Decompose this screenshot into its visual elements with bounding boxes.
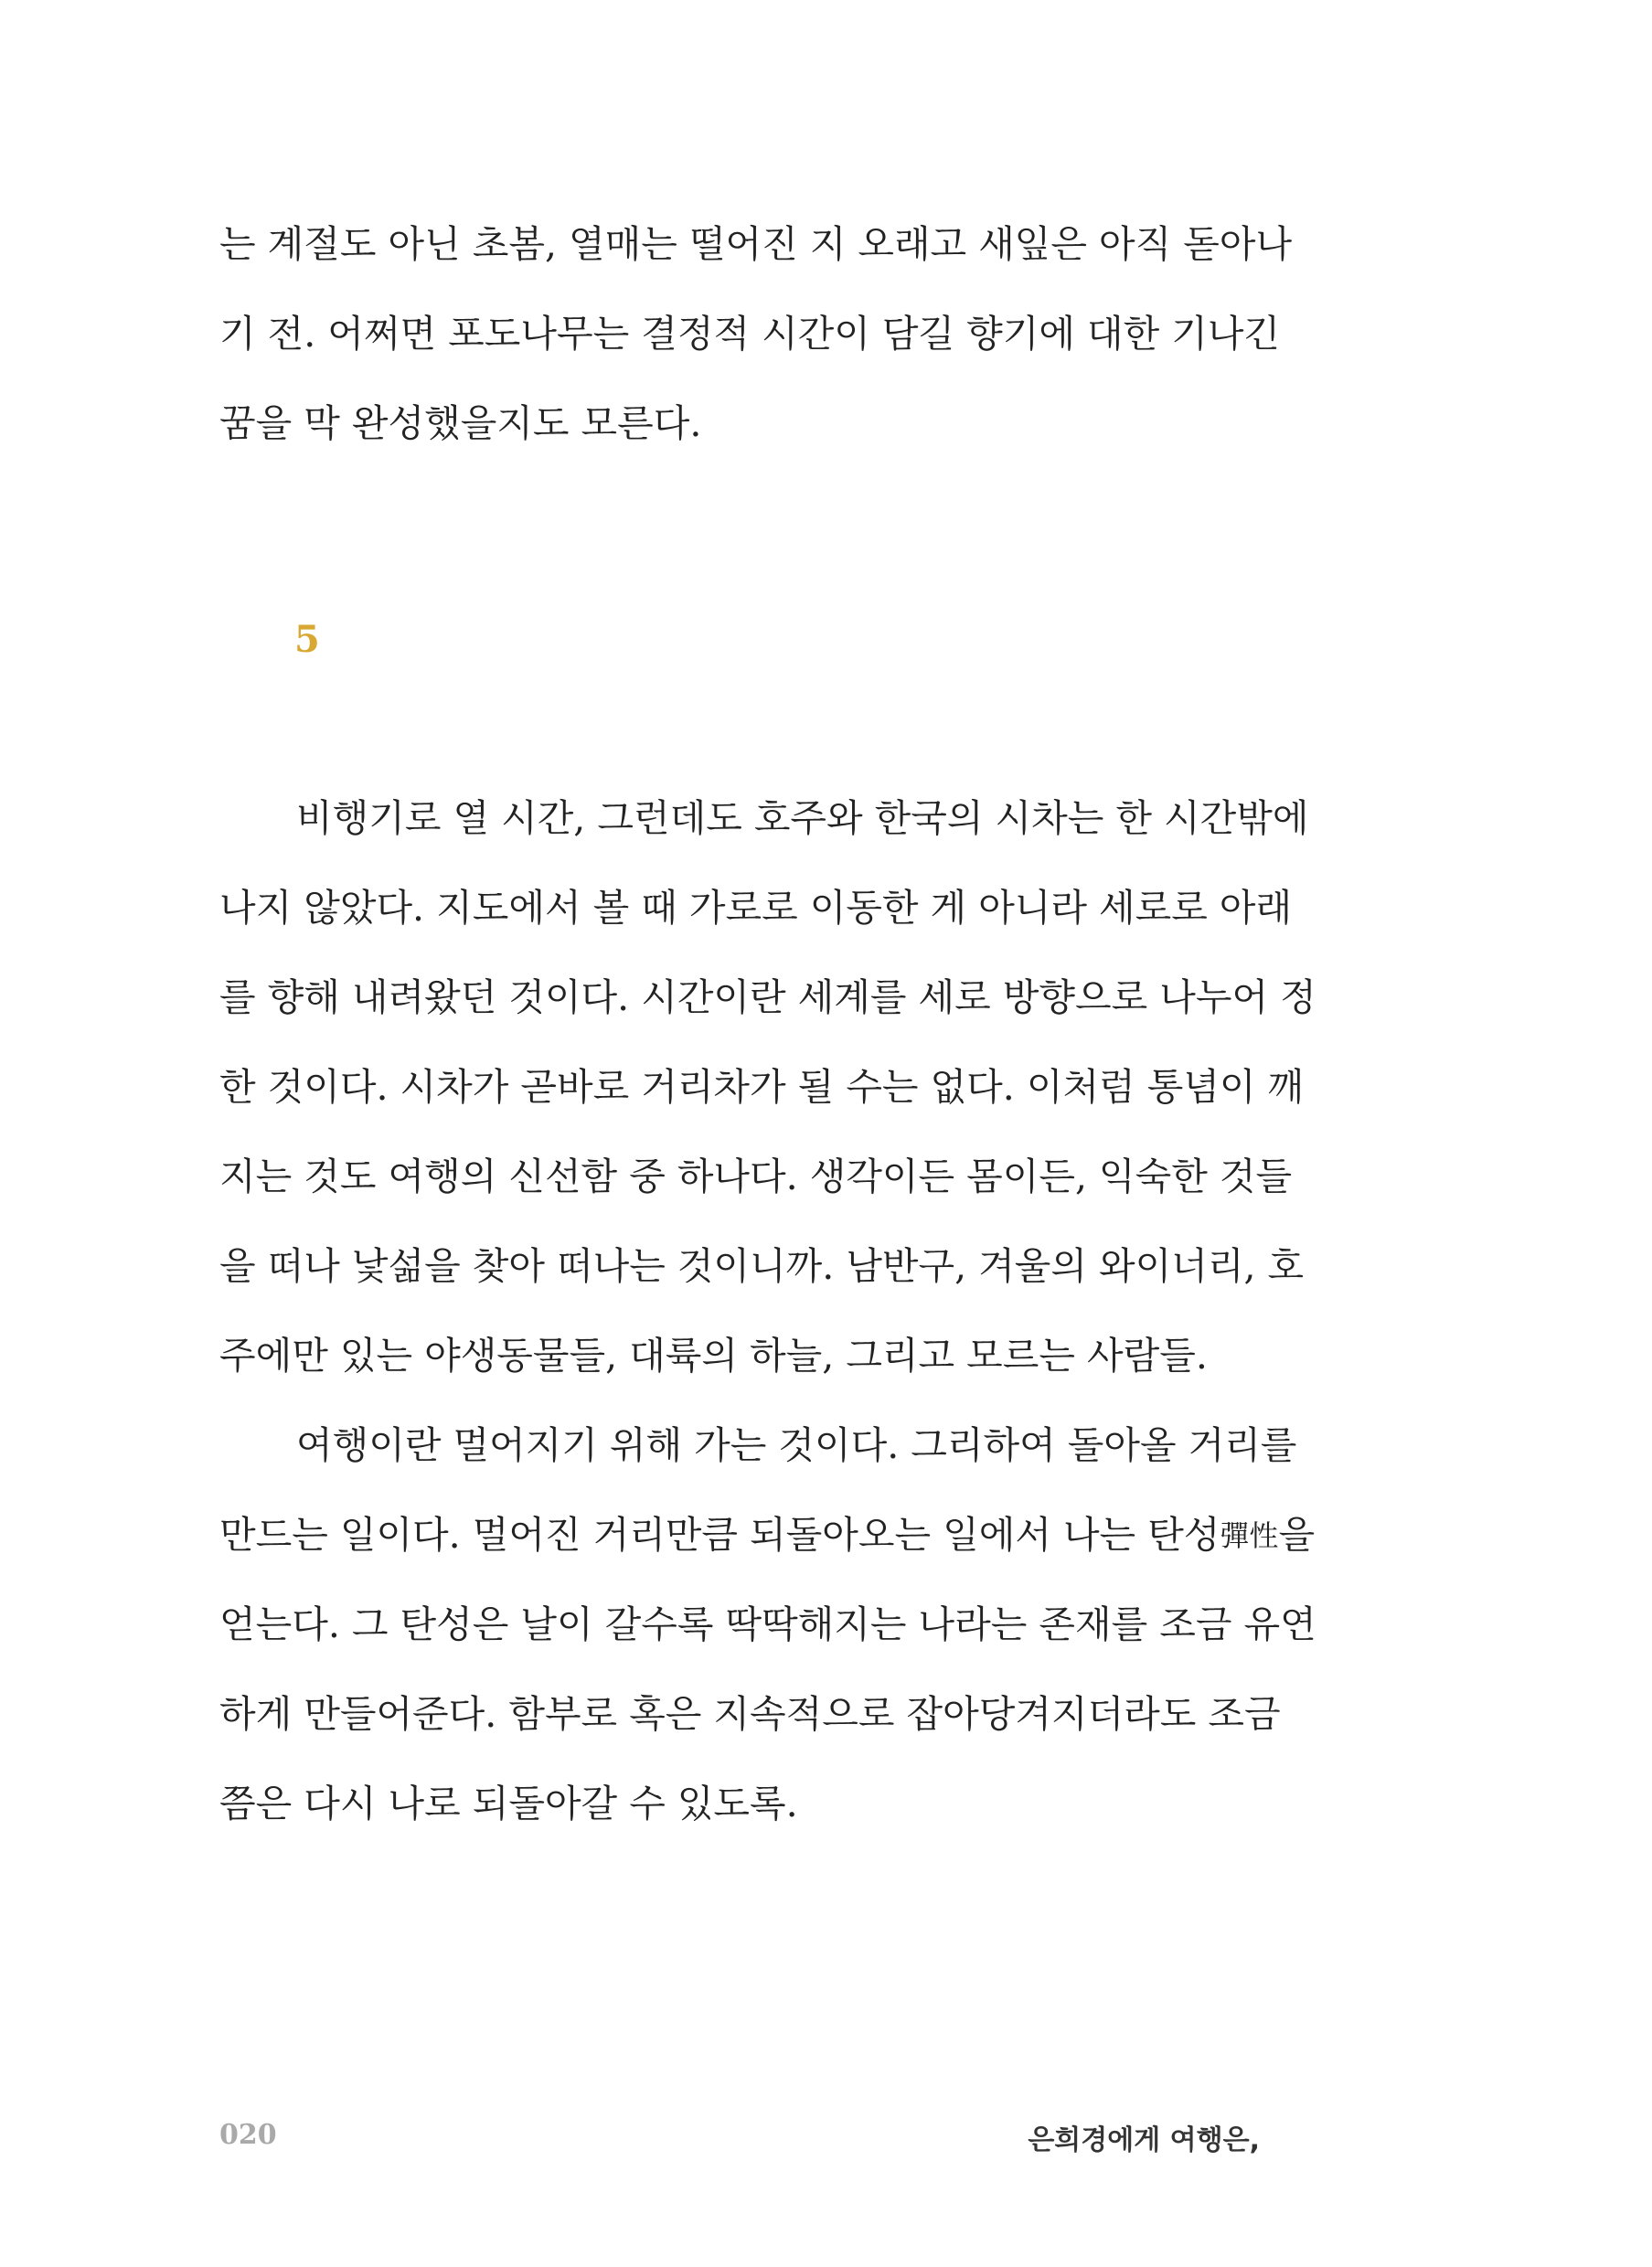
text-line: 는 계절도 아닌 초봄, 열매는 떨어진 지 오래고 새잎은 아직 돋아나 <box>219 222 1293 266</box>
text-line: 한 것이다. 시차가 곧바로 거리차가 될 수는 없다. 이처럼 통념이 깨 <box>219 1065 1305 1109</box>
text-line: 지는 것도 여행의 신선함 중 하나다. 생각이든 몸이든, 익숙한 것들 <box>219 1155 1293 1198</box>
text-line: 꿈을 막 완성했을지도 모른다. <box>219 401 702 445</box>
page-number: 020 <box>219 2119 277 2151</box>
text-line-with-hanja <box>219 1490 1316 1580</box>
text-line: 쯤은 다시 나로 되돌아갈 수 있도록. <box>219 1782 798 1825</box>
text-segment: 을 <box>1278 1513 1316 1557</box>
text-line: 비행기로 열 시간, 그런데도 호주와 한국의 시차는 한 시간밖에 <box>296 796 1309 840</box>
text-line: 을 떠나 낯섦을 찾아 떠나는 것이니까. 남반구, 겨울의 와이너리, 호 <box>219 1244 1305 1288</box>
text-line: 를 향해 내려왔던 것이다. 시간이란 세계를 세로 방향으로 나누어 정 <box>219 975 1316 1019</box>
running-book-title: 은희경에게 여행은, <box>1028 2124 1260 2156</box>
section-number: 5 <box>294 618 320 661</box>
text-line: 얻는다. 그 탄성은 날이 갈수록 딱딱해지는 나라는 존재를 조금 유연 <box>219 1602 1316 1646</box>
text-line: 기 전. 어쩌면 포도나무는 결정적 시간이 담길 향기에 대한 기나긴 <box>219 312 1281 356</box>
hanja-annotation: 彈性 <box>1220 1518 1279 1553</box>
paragraph-2 <box>219 1400 1316 1848</box>
paragraph-1 <box>219 773 1316 1400</box>
text-line: 나지 않았다. 지도에서 볼 때 가로로 이동한 게 아니라 세로로 아래 <box>219 886 1293 930</box>
text-line: 주에만 있는 야생동물들, 대륙의 하늘, 그리고 모르는 사람들. <box>219 1334 1208 1378</box>
text-line: 하게 만들어준다. 함부로 혹은 지속적으로 잡아당겨지더라도 조금 <box>219 1692 1281 1736</box>
text-line: 여행이란 멀어지기 위해 가는 것이다. 그리하여 돌아올 거리를 <box>296 1423 1297 1467</box>
body-text <box>219 773 1316 1848</box>
intro-paragraph <box>219 199 1293 468</box>
text-segment: 만드는 일이다. 멀어진 거리만큼 되돌아오는 일에서 나는 탄성 <box>219 1513 1220 1557</box>
